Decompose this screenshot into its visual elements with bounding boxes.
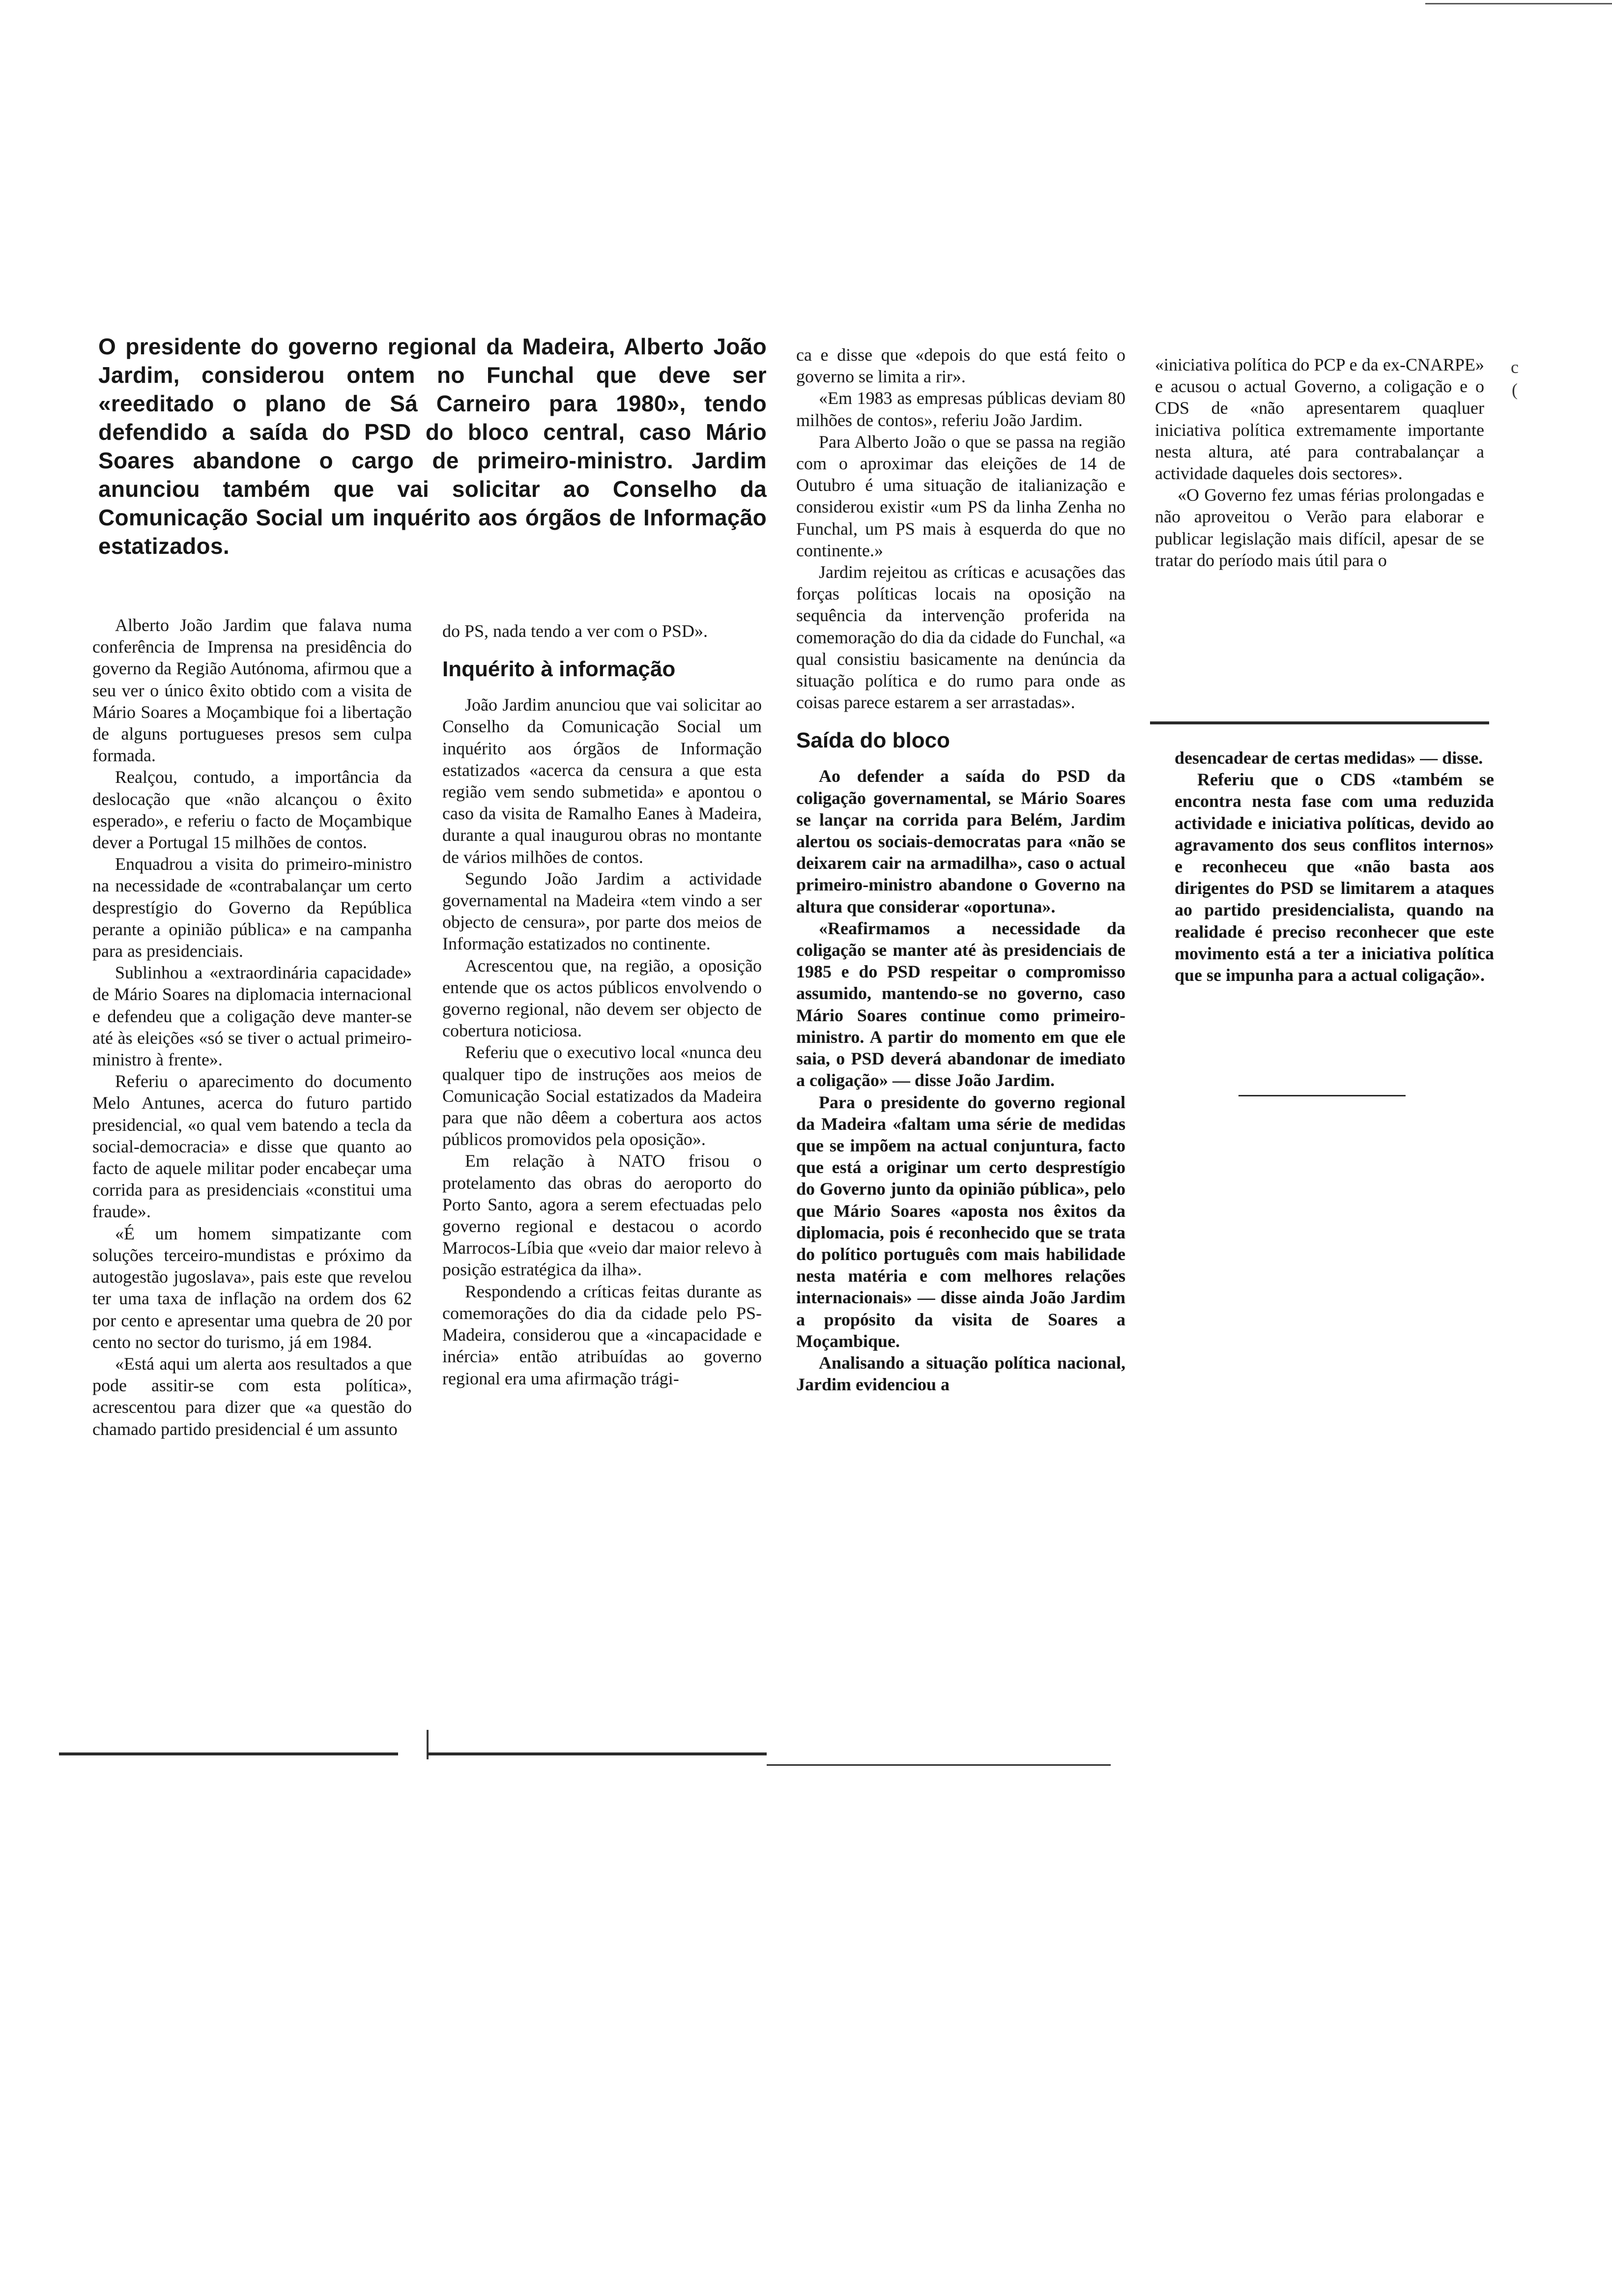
- paragraph: «Em 1983 as empresas públicas deviam 80 milhões de contos», referiu João Jardim.: [796, 388, 1125, 430]
- paragraph: João Jardim anunciou que vai solicitar ao Conselho da Comunicação Social um inquérito aos órgãos de Informação estatizados «acerca da censura a que esta região vem sendo submetida» e apontou o caso da visita de Ramalho Eanes à Madeira, durante a qual inaugurou obras no montante de vários milhões de contos.: [442, 695, 762, 867]
- paragraph: «iniciativa política do PCP e da ex-CNARPE» e acusou o actual Governo, a coligação e o CDS de «não apresentarem quaqluer iniciativa política extremamente importante nesta altura, até para contrabalançar a actividade daqueles dois sectores».: [1155, 355, 1484, 484]
- edge-mark: c: [1511, 357, 1519, 377]
- paragraph: Analisando a situação política nacional, Jardim evidenciou a: [796, 1352, 1125, 1395]
- section-heading-inquerito: Inquérito à informação: [442, 657, 676, 682]
- column-3-bottom-rule: [767, 1764, 1111, 1766]
- paragraph: Para o presidente do governo regional da Madeira «faltam uma série de medidas que se impõem na actual conjuntura, facto que está a originar um certo desprestígio do Governo junto da opinião pública», pelo que Mário Soares «aposta nos êxitos da diplomacia, pois é reconhecido que se trata do político português com mais habilidade nesta matéria e com melhores relações internacionais» — disse ainda João Jardim a propósito da visita de Soares a Moçambique.: [796, 1092, 1125, 1351]
- paragraph: do PS, nada tendo a ver com o PSD».: [442, 621, 708, 641]
- paragraph: Referiu que o executivo local «nunca deu qualquer tipo de instruções aos meios de Comunicação Social estatizados da Madeira para que não dêem a cobertura aos actos públicos promovidos pela oposição».: [442, 1042, 762, 1149]
- paragraph: Respondendo a críticas feitas durante as comemorações do dia da cidade pelo PS-Madeira, considerou que a «incapacidade e inércia» então atribuídas ao governo regional era uma afirmação trági-: [442, 1281, 762, 1388]
- paragraph: Jardim rejeitou as críticas e acusações das forças políticas locais na oposição na sequência da intervenção proferida na comemoração do dia da cidade do Funchal, «a qual consistiu basicamente na denúncia da situação política e do rumo para onde as coisas parece estarem a ser arrastadas».: [796, 562, 1125, 713]
- edge-mark: (: [1512, 380, 1518, 400]
- paragraph: Para Alberto João o que se passa na região com o aproximar das eleições de 14 de Outubro é uma situação de italianização e considerou existir «um PS da linha Zenha no Funchal, um PS mais à esquerda do que no continente.»: [796, 431, 1125, 560]
- article-lead: O presidente do governo regional da Madeira, Alberto João Jardim, considerou ontem no Funchal que deve ser «reeditado o plano de Sá Carneiro para 1980», tendo defendido a saída do PSD do bloco central, caso Mário Soares abandone o cargo de primeiro-ministro. Jardim anunciou também que vai solicitar ao Conselho da Comunicação Social um inquérito aos órgãos de Informação estatizados.: [98, 334, 767, 559]
- paragraph: «Está aqui um alerta aos resultados a que pode assitir-se com esta política», acrescentou para dizer que «a questão do chamado partido presidencial é um assunto: [92, 1353, 412, 1439]
- paragraph: Segundo João Jardim a actividade governamental na Madeira «tem vindo a ser objecto de censura», por parte dos meios de Informação estatizados no continente.: [442, 868, 762, 954]
- paragraph: «É um homem simpatizante com soluções terceiro-mundistas e próximo da autogestão jugoslava», pais este que revelou ter uma taxa de inflação na ordem dos 62 por cento e apresentar uma quebra de 20 por cento no sector do turismo, já em 1984.: [92, 1223, 412, 1352]
- paragraph: «Reafirmamos a necessidade da coligação se manter até às presidenciais de 1985 e do PSD respeitar o compromisso assumido, mantendo-se no governo, caso Mário Soares continue como primeiro-ministro. A partir do momento em que ele saia, o PSD deverá abandonar de imediato a coligação» — disse João Jardim.: [796, 918, 1125, 1091]
- column-2-bottom-rule: [428, 1752, 767, 1755]
- column-4-bottom: [1175, 747, 1494, 986]
- column-4-bottom-rule: [1238, 1095, 1406, 1096]
- paragraph: Em relação à NATO frisou o protelamento das obras do aeroporto do Porto Santo, agora a serem efectuadas pelo governo regional e destacou o acordo Marrocos-Líbia que «veio dar maior relevo à posição estratégica da ilha».: [442, 1151, 762, 1280]
- section-heading-saida-do-bloco: Saída do bloco: [796, 728, 950, 753]
- paragraph: Realçou, contudo, a importância da deslocação que «não alcançou o êxito esperado», e referiu o facto de Moçambique dever a Portugal 15 milhões de contos.: [92, 767, 412, 853]
- column-3: [796, 344, 1125, 1395]
- column-1-bottom-rule: [59, 1752, 398, 1755]
- paragraph: desencadear de certas medidas» — disse.: [1175, 748, 1483, 768]
- paragraph: Referiu que o CDS «também se encontra nesta fase com uma reduzida actividade e iniciativa políticas, devido ao agravamento dos seus conflitos internos» e reconheceu que «não basta aos dirigentes do PSD se limitarem a ataques ao partido presidencialista, quando na realidade é preciso reconhecer que este movimento está a ter a iniciativa política que se impunha para a actual coligação».: [1175, 770, 1494, 985]
- column-4-mid-rule: [1150, 721, 1489, 724]
- paragraph: Enquadrou a visita do primeiro-ministro na necessidade de «contrabalançar um certo desprestígio do Governo da República perante a opinião pública» e na campanha para as presidenciais.: [92, 854, 412, 961]
- paragraph: Acrescentou que, na região, a oposição entende que os actos públicos envolvendo o governo regional, não devem ser objecto de cobertura noticiosa.: [442, 955, 762, 1041]
- column-4-top: [1155, 354, 1484, 571]
- paragraph: «O Governo fez umas férias prolongadas e não aproveitou o Verão para elaborar e publicar legislação mais difícil, apesar de se tratar do período mais útil para o: [1155, 485, 1484, 570]
- column-2: [442, 620, 762, 1389]
- column-1: [92, 614, 412, 1440]
- paragraph: Sublinhou a «extraordinária capacidade» de Mário Soares na diplomacia internacional e defendeu que a coligação deve manter-se até às eleições «só se tiver o actual primeiro-ministro à frente».: [92, 963, 412, 1070]
- paragraph: Referiu o aparecimento do documento Melo Antunes, acerca do futuro partido presidencial, «o qual vem batendo a tecla da social-democracia» e disse que quanto ao facto de aquele militar poder encabeçar uma corrida para as presidenciais «constitui uma fraude».: [92, 1071, 412, 1222]
- paragraph: Ao defender a saída do PSD da coligação governamental, se Mário Soares se lançar na corrida para Belém, Jardim alertou os sociais-democratas para «não se deixarem cair na armadilha», caso o actual primeiro-ministro abandone o Governo na altura que considerar «oportuna».: [796, 766, 1125, 917]
- paragraph: Alberto João Jardim que falava numa conferência de Imprensa na presidência do governo da Região Autónoma, afirmou que a seu ver o único êxito obtido com a visita de Mário Soares a Moçambique foi a libertação de alguns portugueses presos sem culpa formada.: [92, 615, 412, 766]
- paragraph: ca e disse que «depois do que está feito o governo se limita a rir».: [796, 345, 1125, 387]
